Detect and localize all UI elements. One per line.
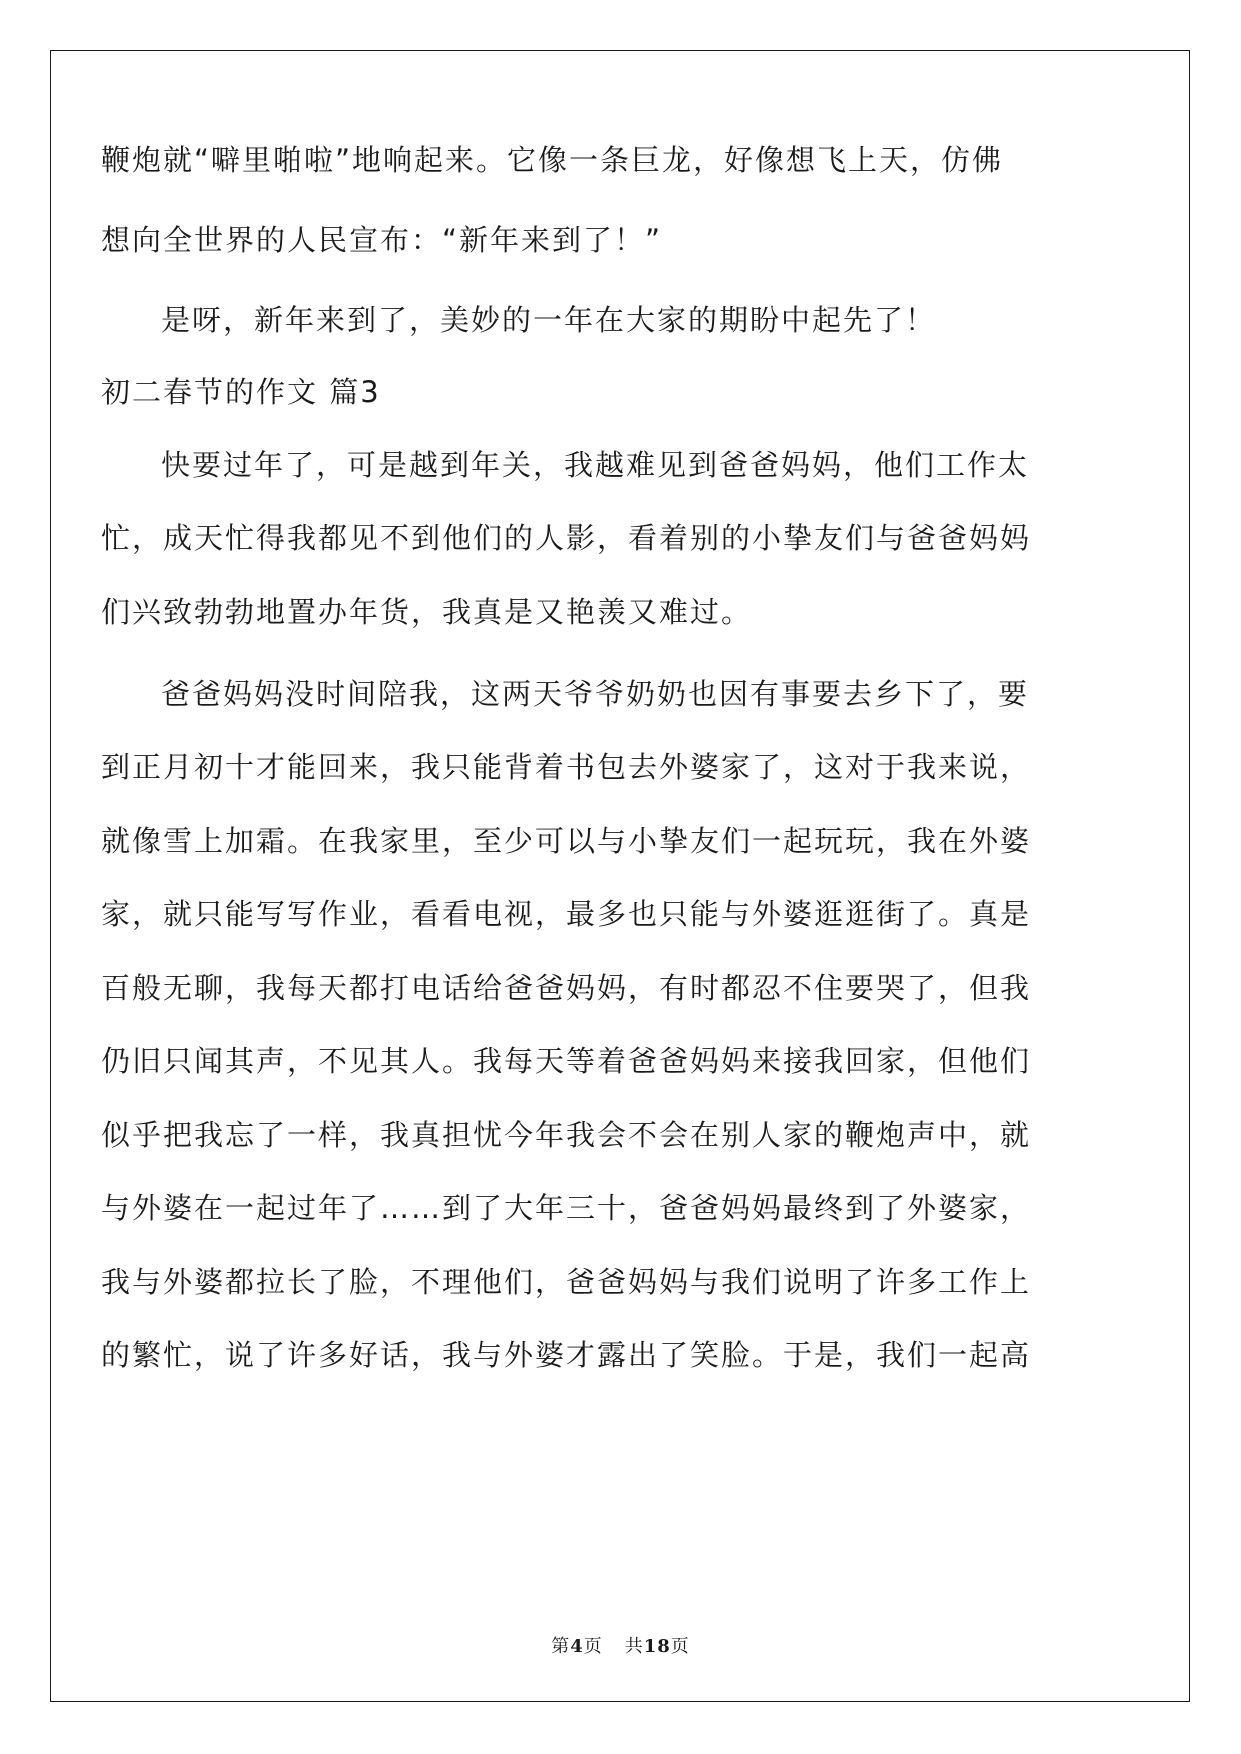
- text-line: 就像雪上加霜。在我家里，至少可以与小挚友们一起玩玩，我在外婆: [101, 824, 1032, 858]
- text-line: 想向全世界的人民宣布：“新年来到了！”: [101, 223, 663, 257]
- text-line: 到正月初十才能回来，我只能背着书包去外婆家了，这对于我来说，: [101, 750, 1032, 784]
- text-line: 百般无聊，我每天都打电话给爸爸妈妈，有时都忍不住要哭了，但我: [101, 971, 1032, 1005]
- text-line: 们兴致勃勃地置办年货，我真是又艳羡又难过。: [101, 595, 753, 629]
- text-line: 忙，成天忙得我都见不到他们的人影，看着别的小挚友们与爸爸妈妈: [101, 521, 1032, 555]
- current-page-number: 4: [570, 1636, 584, 1657]
- footer-prefix: 第: [551, 1636, 571, 1657]
- page-border: [50, 50, 1190, 1702]
- text-line: 似乎把我忘了一样，我真担忧今年我会不会在别人家的鞭炮声中，就: [101, 1118, 1032, 1152]
- text-line: 快要过年了，可是越到年关，我越难见到爸爸妈妈，他们工作太: [161, 448, 1030, 482]
- footer-total-suffix: 页: [670, 1636, 690, 1657]
- text-line: 的繁忙，说了许多好话，我与外婆才露出了笑脸。于是，我们一起高: [101, 1338, 1032, 1372]
- text-line: 仍旧只闻其声，不见其人。我每天等着爸爸妈妈来接我回家，但他们: [101, 1044, 1032, 1078]
- section-heading: 初二春节的作文 篇3: [101, 375, 381, 409]
- text-line: 爸爸妈妈没时间陪我，这两天爷爷奶奶也因有事要去乡下了，要: [161, 677, 1030, 711]
- text-line: 与外婆在一起过年了……到了大年三十，爸爸妈妈最终到了外婆家，: [101, 1191, 1032, 1225]
- text-line: 是呀，新年来到了，美妙的一年在大家的期盼中起先了！: [161, 303, 937, 337]
- total-page-count: 18: [643, 1636, 671, 1657]
- page-footer: [0, 1632, 1241, 1658]
- text-line: 鞭炮就“噼里啪啦”地响起来。它像一条巨龙，好像想飞上天，仿佛: [101, 143, 1004, 177]
- footer-total-prefix: 共: [624, 1636, 644, 1657]
- text-line: 我与外婆都拉长了脸，不理他们，爸爸妈妈与我们说明了许多工作上: [101, 1265, 1032, 1299]
- footer-page-suffix: 页: [583, 1636, 603, 1657]
- text-line: 家，就只能写写作业，看看电视，最多也只能与外婆逛逛街了。真是: [101, 897, 1032, 931]
